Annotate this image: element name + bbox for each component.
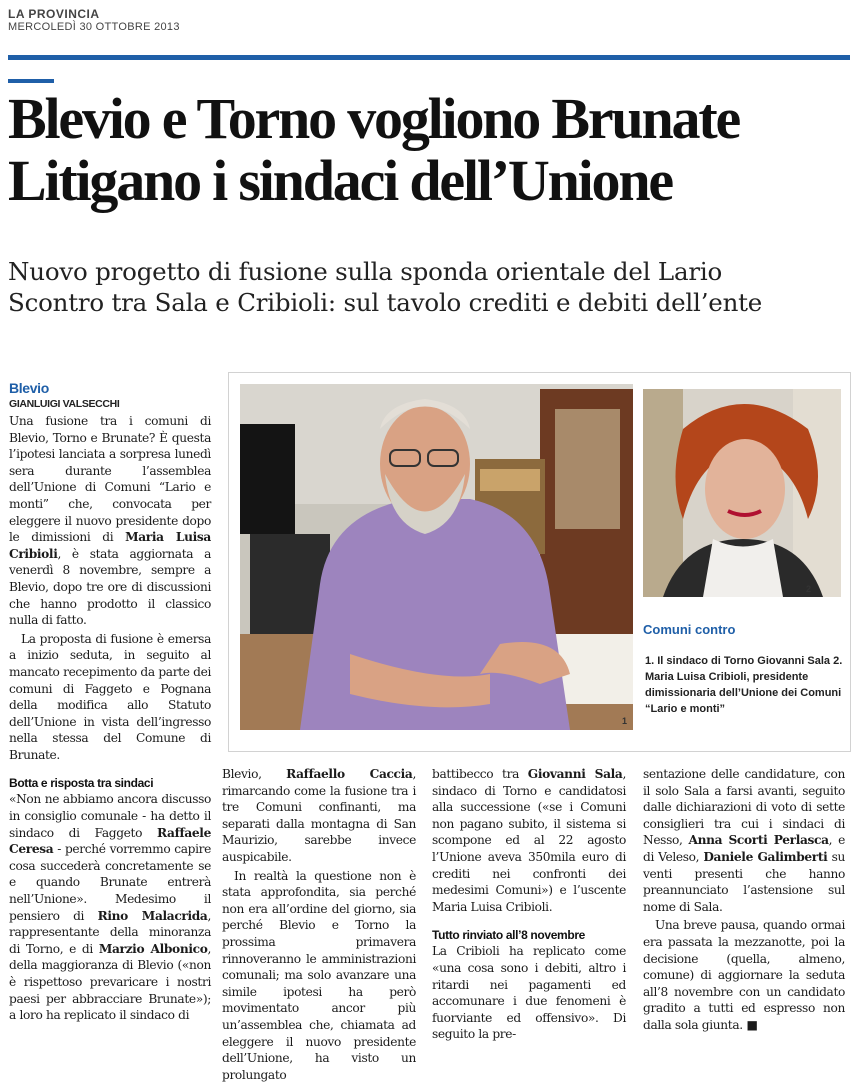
- crosshead-2: Tutto rinviato all’8 novembre: [432, 928, 585, 943]
- photo-maria-luisa-cribioli: [643, 389, 841, 597]
- top-rule: [8, 55, 850, 60]
- paragraph-4: In realtà la questione non è stata approfondita, sia perché non era all’ordine del giorno, sia perché Blevio e Torno la prossima primavera rinnoveranno le amministrazioni comunali; ma solo avanzare una simile ipotesi ha però movimentato ancor più un’assemblea che, chiamata ad eleggere il nuovo presidente dell’Unione, ha visto un prolungato: [222, 868, 416, 1082]
- subheadline: [8, 256, 853, 318]
- article-column-1: [9, 380, 211, 1024]
- paragraph-6: Una breve pausa, quando ormai era passata la mezzanotte, poi la decisione (quella, almeno, comune) di aggiornare la seduta all’8 novembre con un candidato gradito a tutti ed espresso non dalla sola giunta. ■: [643, 918, 845, 1032]
- paragraph-3: «Non ne abbiamo ancora discusso in consiglio comunale - ha detto il sindaco di Faggeto Raffaele Ceresa - perché vorremmo capire cosa succederà concretamente se e quando Brunate entrerà nell’Unione». Medesimo il pensiero di Rino Malacrida, rappresentante della minoranza di Torno, e di Marzio Albonico, della maggioranza di Blevio («non è rispettoso prevaricare i nostri paesi per abbracciare Brunate»); a loro ha replicato il sindaco di: [9, 792, 212, 1023]
- article-column-3: [432, 766, 626, 1043]
- photo-caption: 1. Il sindaco di Torno Giovanni Sala 2. Maria Luisa Cribioli, presidente dimissionaria dell’Unione dei Comuni “Lario e monti”: [645, 655, 843, 715]
- newspaper-name: LA PROVINCIA: [8, 7, 100, 21]
- issue-date: MERCOLEDÌ 30 OTTOBRE 2013: [8, 21, 180, 33]
- photo-2-image: [643, 389, 841, 597]
- headline-line-2: Litigano i sindaci dell’Unione: [8, 148, 672, 213]
- photo-1-image: [240, 384, 633, 730]
- photo-2-number: 2: [806, 584, 812, 594]
- subheadline-line-2: Scontro tra Sala e Cribioli: sul tavolo crediti e debiti dell’ente: [8, 288, 763, 317]
- caption-title: Comuni contro: [643, 622, 736, 637]
- headline-line-1: Blevio e Torno vogliono Brunate: [8, 86, 739, 151]
- end-mark: ■: [746, 1017, 758, 1032]
- paragraph-5: La Cribioli ha replicato come «una cosa sono i debiti, altro i ritardi nei pagamenti ed accomunare i due fenomeni è fuorviante ed offensivo». Di seguito la pre-: [432, 944, 626, 1042]
- article-column-2: [222, 766, 416, 1083]
- paragraph-4-continued: battibecco tra Giovanni Sala, sindaco di Torno e candidatosi alla successione («se i Comuni non pagano subito, il sistema si scompone ed al 22 agosto l’Unione aveva 350mila euro di crediti nei confronti dei medesimi Comuni») e l’uscente Maria Luisa Cribioli.: [432, 767, 626, 914]
- paragraph-2: La proposta di fusione è emersa a inizio seduta, in seguito al mancato recepimento da parte dei comuni di Faggeto e Pognana della modifica allo Statuto dell’Unione in vista dell’ingresso nella stessa del Comune di Brunate.: [9, 631, 211, 762]
- article-column-4: [643, 766, 845, 1034]
- subheadline-line-1: Nuovo progetto di fusione sulla sponda orientale del Lario: [8, 257, 723, 286]
- section-tag: Blevio: [9, 380, 49, 396]
- byline: GIANLUIGI VALSECCHI: [9, 398, 120, 410]
- crosshead-1: Botta e risposta tra sindaci: [9, 776, 154, 791]
- photo-1-number: 1: [622, 716, 628, 726]
- section-rule: [8, 79, 54, 83]
- headline: [8, 88, 853, 212]
- masthead: [8, 7, 180, 34]
- photo-giovanni-sala: [240, 384, 633, 730]
- paragraph-3-continued: Blevio, Raffaello Caccia, rimarcando come la fusione tra i tre Comuni confinanti, ma separati dalla montagna di San Maurizio, sarebbe invece auspicabile.: [222, 767, 416, 864]
- paragraph-5-continued: sentazione delle candidature, con il solo Sala a farsi avanti, seguito dalle dichiarazioni di voto di sette consiglieri tra cui i sindaci di Nesso, Anna Scorti Perlasca, e di Veleso, Daniele Galimberti su venti presenti che hanno preannunciato l’astensione sul nome di Sala.: [643, 767, 846, 914]
- paragraph-1: Una fusione tra i comuni di Blevio, Torno e Brunate? È questa l’ipotesi lanciata a sorpresa lunedì sera durante l’assemblea dell’Unione di Comuni “Lario e monti” che, convocata per eleggere il nuovo presidente dopo le dimissioni di Maria Luisa Cribioli, è stata aggiornata a venerdì 8 novembre, sempre a Blevio, dopo tre ore di discussioni che hanno prodotto il classico nulla di fatto.: [9, 414, 211, 628]
